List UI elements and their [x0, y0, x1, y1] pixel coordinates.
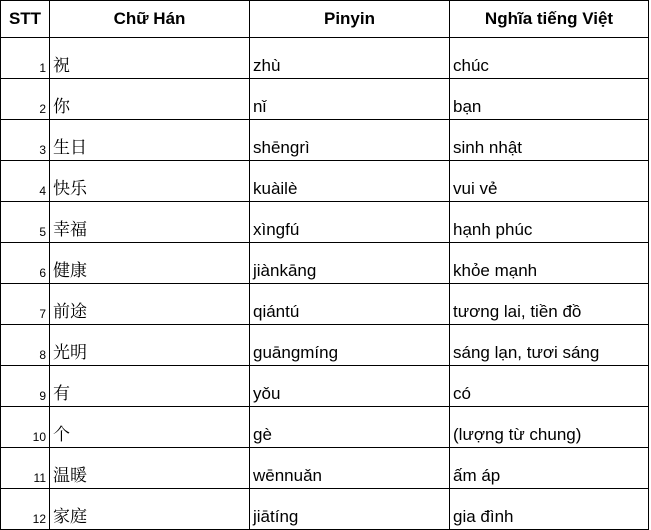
pinyin-cell[interactable]: yǒu [250, 366, 450, 407]
pinyin-cell[interactable]: kuàilè [250, 161, 450, 202]
row-number-cell[interactable]: 12 [1, 489, 50, 530]
vietnamese-meaning-cell[interactable]: sinh nhật [450, 120, 649, 161]
chinese-character-cell[interactable]: 祝 [50, 38, 250, 79]
table-row [1, 202, 649, 243]
vietnamese-meaning-cell[interactable]: hạnh phúc [450, 202, 649, 243]
table-row [1, 243, 649, 284]
table-row [1, 448, 649, 489]
row-number-cell[interactable]: 8 [1, 325, 50, 366]
vietnamese-meaning-cell[interactable]: tương lai, tiền đồ [450, 284, 649, 325]
row-number-cell[interactable]: 3 [1, 120, 50, 161]
header-vietnamese-meaning: Nghĩa tiếng Việt [450, 1, 649, 38]
chinese-character-cell[interactable]: 生日 [50, 120, 250, 161]
chinese-character-cell[interactable]: 光明 [50, 325, 250, 366]
pinyin-cell[interactable]: xìngfú [250, 202, 450, 243]
chinese-character-cell[interactable]: 温暖 [50, 448, 250, 489]
vietnamese-meaning-cell[interactable]: khỏe mạnh [450, 243, 649, 284]
vietnamese-meaning-cell[interactable]: vui vẻ [450, 161, 649, 202]
row-number-cell[interactable]: 4 [1, 161, 50, 202]
vietnamese-meaning-cell[interactable]: chúc [450, 38, 649, 79]
row-number-cell[interactable]: 7 [1, 284, 50, 325]
pinyin-cell[interactable]: wēnnuǎn [250, 448, 450, 489]
chinese-character-cell[interactable]: 个 [50, 407, 250, 448]
row-number-cell[interactable]: 1 [1, 38, 50, 79]
table-row [1, 120, 649, 161]
table-row [1, 366, 649, 407]
pinyin-cell[interactable]: nǐ [250, 79, 450, 120]
row-number-cell[interactable]: 9 [1, 366, 50, 407]
row-number-cell[interactable]: 6 [1, 243, 50, 284]
header-row [1, 1, 649, 38]
table-row [1, 161, 649, 202]
pinyin-cell[interactable]: guāngmíng [250, 325, 450, 366]
chinese-character-cell[interactable]: 幸福 [50, 202, 250, 243]
vietnamese-meaning-cell[interactable]: ấm áp [450, 448, 649, 489]
chinese-character-cell[interactable]: 前途 [50, 284, 250, 325]
table-row [1, 325, 649, 366]
header-pinyin: Pinyin [250, 1, 450, 38]
chinese-character-cell[interactable]: 有 [50, 366, 250, 407]
vietnamese-meaning-cell[interactable]: sáng lạn, tươi sáng [450, 325, 649, 366]
table-row [1, 284, 649, 325]
pinyin-cell[interactable]: zhù [250, 38, 450, 79]
pinyin-cell[interactable]: qiántú [250, 284, 450, 325]
row-number-cell[interactable]: 2 [1, 79, 50, 120]
table-body [1, 38, 649, 530]
vietnamese-meaning-cell[interactable]: bạn [450, 79, 649, 120]
pinyin-cell[interactable]: gè [250, 407, 450, 448]
table-row [1, 489, 649, 530]
pinyin-cell[interactable]: jiànkāng [250, 243, 450, 284]
table-row [1, 407, 649, 448]
vietnamese-meaning-cell[interactable]: (lượng từ chung) [450, 407, 649, 448]
chinese-character-cell[interactable]: 快乐 [50, 161, 250, 202]
chinese-character-cell[interactable]: 你 [50, 79, 250, 120]
table-header [1, 1, 649, 38]
header-stt: STT [1, 1, 50, 38]
chinese-character-cell[interactable]: 家庭 [50, 489, 250, 530]
table-row [1, 79, 649, 120]
header-chinese-characters: Chữ Hán [50, 1, 250, 38]
chinese-character-cell[interactable]: 健康 [50, 243, 250, 284]
table-row [1, 38, 649, 79]
row-number-cell[interactable]: 11 [1, 448, 50, 489]
row-number-cell[interactable]: 5 [1, 202, 50, 243]
vietnamese-meaning-cell[interactable]: gia đình [450, 489, 649, 530]
row-number-cell[interactable]: 10 [1, 407, 50, 448]
vietnamese-meaning-cell[interactable]: có [450, 366, 649, 407]
pinyin-cell[interactable]: shēngrì [250, 120, 450, 161]
pinyin-cell[interactable]: jiātíng [250, 489, 450, 530]
